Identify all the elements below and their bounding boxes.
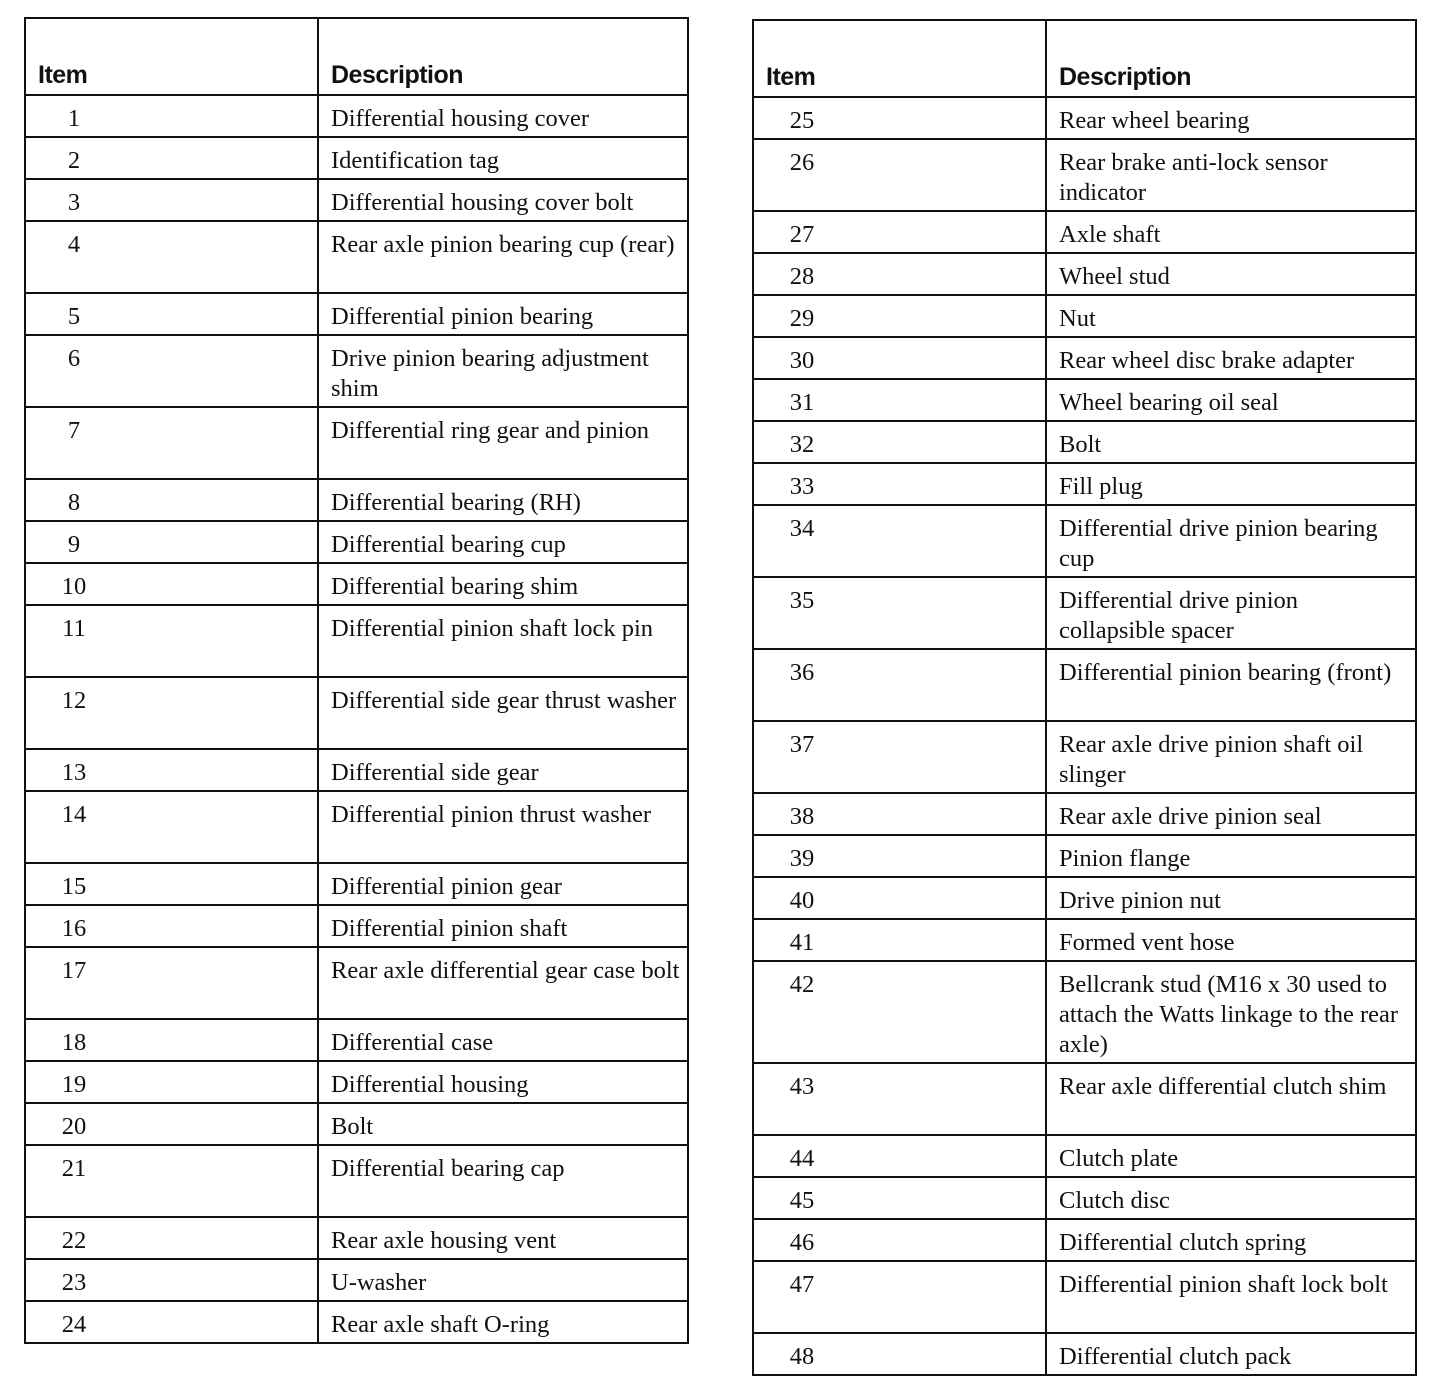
item-number: 38	[753, 793, 1046, 835]
item-description: Differential clutch pack	[1046, 1333, 1416, 1375]
table-row	[25, 677, 688, 749]
item-description: Rear axle differential gear case bolt	[318, 947, 688, 1019]
item-number: 39	[753, 835, 1046, 877]
item-description: Rear axle housing vent	[318, 1217, 688, 1259]
item-description: Differential side gear	[318, 749, 688, 791]
item-number: 37	[753, 721, 1046, 793]
item-number: 23	[25, 1259, 318, 1301]
table-row	[753, 505, 1416, 577]
table-row	[25, 1217, 688, 1259]
item-description: Rear axle drive pinion shaft oil slinger	[1046, 721, 1416, 793]
table-row	[25, 1019, 688, 1061]
item-number: 44	[753, 1135, 1046, 1177]
table-row	[753, 463, 1416, 505]
table-row	[25, 335, 688, 407]
table-row	[753, 919, 1416, 961]
item-number: 32	[753, 421, 1046, 463]
item-description: Differential pinion shaft lock bolt	[1046, 1261, 1416, 1333]
item-number: 34	[753, 505, 1046, 577]
item-description: Differential bearing cap	[318, 1145, 688, 1217]
item-description: Wheel stud	[1046, 253, 1416, 295]
table-row	[25, 221, 688, 293]
description-column-header: Description	[1046, 20, 1416, 97]
item-description: Pinion flange	[1046, 835, 1416, 877]
item-number: 8	[25, 479, 318, 521]
item-description: Differential bearing (RH)	[318, 479, 688, 521]
table-row	[753, 1333, 1416, 1375]
item-description: Rear wheel disc brake adapter	[1046, 337, 1416, 379]
item-number: 36	[753, 649, 1046, 721]
item-description: Differential housing cover	[318, 95, 688, 137]
item-number: 10	[25, 563, 318, 605]
item-description: U-washer	[318, 1259, 688, 1301]
item-description: Bolt	[1046, 421, 1416, 463]
item-number: 15	[25, 863, 318, 905]
item-number: 3	[25, 179, 318, 221]
item-number: 1	[25, 95, 318, 137]
table-row	[25, 1259, 688, 1301]
item-number: 41	[753, 919, 1046, 961]
item-number: 42	[753, 961, 1046, 1063]
table-row	[25, 605, 688, 677]
item-number: 43	[753, 1063, 1046, 1135]
item-number: 20	[25, 1103, 318, 1145]
item-number: 31	[753, 379, 1046, 421]
item-description: Drive pinion bearing adjustment shim	[318, 335, 688, 407]
item-description: Wheel bearing oil seal	[1046, 379, 1416, 421]
table-row	[25, 1061, 688, 1103]
table-row	[753, 1177, 1416, 1219]
item-number: 40	[753, 877, 1046, 919]
item-description: Differential housing	[318, 1061, 688, 1103]
parts-table-left	[24, 17, 689, 1344]
item-number: 9	[25, 521, 318, 563]
table-row	[25, 749, 688, 791]
table-row	[753, 835, 1416, 877]
table-row	[25, 293, 688, 335]
table-row	[753, 793, 1416, 835]
table-row	[753, 721, 1416, 793]
item-description: Differential pinion bearing (front)	[1046, 649, 1416, 721]
item-number: 22	[25, 1217, 318, 1259]
item-description: Nut	[1046, 295, 1416, 337]
table-row	[25, 1103, 688, 1145]
table-row	[25, 179, 688, 221]
item-description: Differential ring gear and pinion	[318, 407, 688, 479]
parts-table-right	[752, 19, 1417, 1376]
item-number: 45	[753, 1177, 1046, 1219]
table-row	[753, 139, 1416, 211]
table-row	[25, 947, 688, 1019]
item-description: Rear brake anti-lock sensor indicator	[1046, 139, 1416, 211]
table-row	[753, 211, 1416, 253]
item-description: Differential drive pinion collapsible spacer	[1046, 577, 1416, 649]
item-column-header: Item	[25, 18, 318, 95]
table-row	[753, 337, 1416, 379]
item-description: Differential pinion gear	[318, 863, 688, 905]
item-number: 13	[25, 749, 318, 791]
item-description: Axle shaft	[1046, 211, 1416, 253]
table-row	[25, 563, 688, 605]
item-number: 12	[25, 677, 318, 749]
item-number: 25	[753, 97, 1046, 139]
table-row	[753, 577, 1416, 649]
item-number: 26	[753, 139, 1046, 211]
item-description: Clutch plate	[1046, 1135, 1416, 1177]
item-description: Differential drive pinion bearing cup	[1046, 505, 1416, 577]
header-row	[25, 18, 688, 95]
table-row	[753, 295, 1416, 337]
table-row	[25, 479, 688, 521]
item-number: 7	[25, 407, 318, 479]
item-number: 17	[25, 947, 318, 1019]
table-row	[25, 521, 688, 563]
item-description: Differential case	[318, 1019, 688, 1061]
item-description: Differential pinion bearing	[318, 293, 688, 335]
item-number: 35	[753, 577, 1046, 649]
table-row	[753, 1135, 1416, 1177]
item-description: Differential pinion shaft lock pin	[318, 605, 688, 677]
table-row	[753, 1261, 1416, 1333]
item-description: Rear axle differential clutch shim	[1046, 1063, 1416, 1135]
item-number: 28	[753, 253, 1046, 295]
table-row	[753, 379, 1416, 421]
table-row	[753, 253, 1416, 295]
table-row	[753, 421, 1416, 463]
item-number: 19	[25, 1061, 318, 1103]
item-number: 16	[25, 905, 318, 947]
table-row	[25, 791, 688, 863]
table-row	[25, 1145, 688, 1217]
item-number: 27	[753, 211, 1046, 253]
table-row	[753, 1219, 1416, 1261]
table-row	[25, 137, 688, 179]
item-number: 4	[25, 221, 318, 293]
item-description: Bellcrank stud (M16 x 30 used to attach the Watts linkage to the rear axle)	[1046, 961, 1416, 1063]
item-number: 11	[25, 605, 318, 677]
item-number: 29	[753, 295, 1046, 337]
table-row	[753, 1063, 1416, 1135]
item-description: Differential side gear thrust washer	[318, 677, 688, 749]
item-description: Rear axle drive pinion seal	[1046, 793, 1416, 835]
table-row	[25, 407, 688, 479]
item-description: Bolt	[318, 1103, 688, 1145]
table-row	[25, 863, 688, 905]
table-row	[753, 961, 1416, 1063]
item-description: Identification tag	[318, 137, 688, 179]
item-number: 2	[25, 137, 318, 179]
table-row	[753, 97, 1416, 139]
item-description: Differential pinion thrust washer	[318, 791, 688, 863]
item-description: Rear wheel bearing	[1046, 97, 1416, 139]
item-description: Differential bearing cup	[318, 521, 688, 563]
item-description: Differential pinion shaft	[318, 905, 688, 947]
item-description: Differential clutch spring	[1046, 1219, 1416, 1261]
item-number: 14	[25, 791, 318, 863]
item-description: Drive pinion nut	[1046, 877, 1416, 919]
table-row	[753, 877, 1416, 919]
item-number: 6	[25, 335, 318, 407]
item-description: Formed vent hose	[1046, 919, 1416, 961]
item-description: Rear axle shaft O-ring	[318, 1301, 688, 1343]
item-number: 46	[753, 1219, 1046, 1261]
item-number: 21	[25, 1145, 318, 1217]
item-description: Differential housing cover bolt	[318, 179, 688, 221]
table-row	[25, 905, 688, 947]
header-row	[753, 20, 1416, 97]
item-number: 47	[753, 1261, 1046, 1333]
table-row	[25, 1301, 688, 1343]
item-description: Differential bearing shim	[318, 563, 688, 605]
item-number: 18	[25, 1019, 318, 1061]
item-number: 48	[753, 1333, 1046, 1375]
item-description: Rear axle pinion bearing cup (rear)	[318, 221, 688, 293]
item-number: 33	[753, 463, 1046, 505]
table-row	[753, 649, 1416, 721]
description-column-header: Description	[318, 18, 688, 95]
item-number: 5	[25, 293, 318, 335]
item-column-header: Item	[753, 20, 1046, 97]
table-row	[25, 95, 688, 137]
item-description: Clutch disc	[1046, 1177, 1416, 1219]
item-number: 30	[753, 337, 1046, 379]
item-description: Fill plug	[1046, 463, 1416, 505]
item-number: 24	[25, 1301, 318, 1343]
